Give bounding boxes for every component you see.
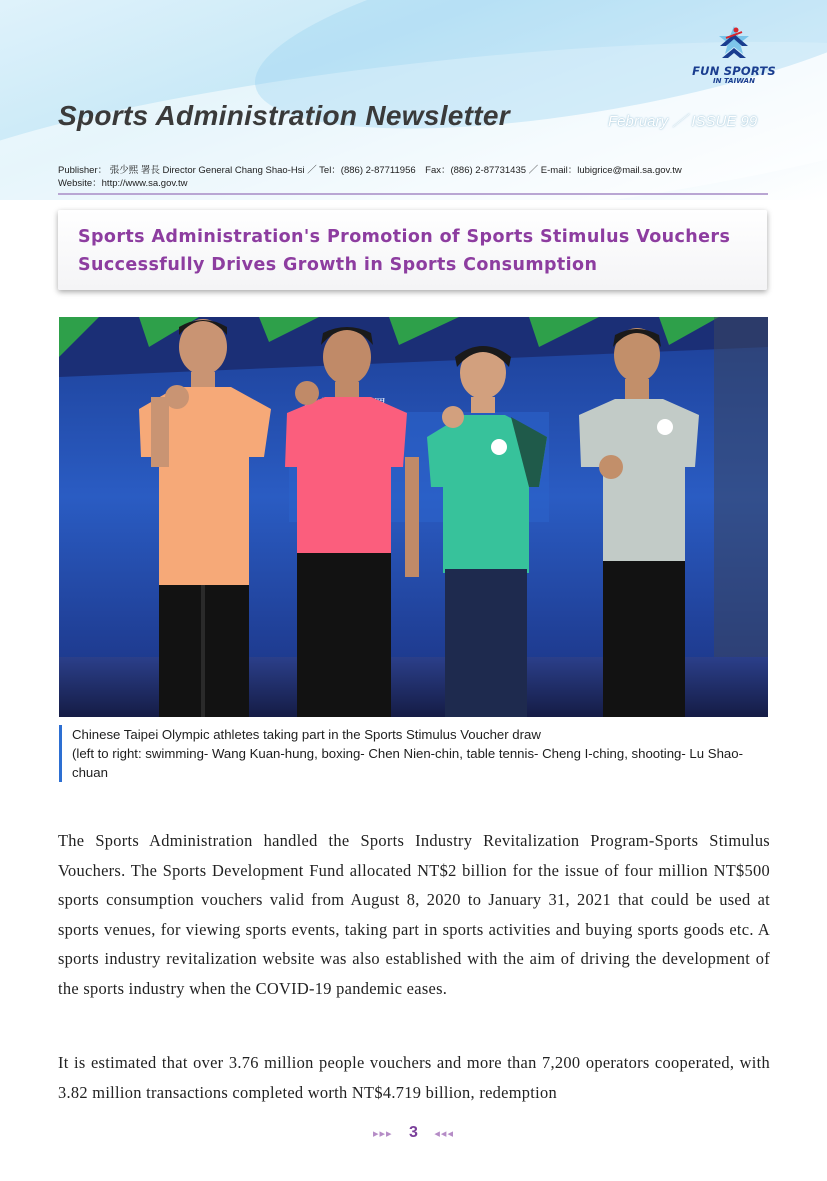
- logo-text: FUN SPORTS: [692, 64, 776, 78]
- headline-line-2: Successfully Drives Growth in Sports Consumption: [78, 255, 598, 275]
- page-footer: [0, 1124, 827, 1142]
- website-line[interactable]: Website：http://www.sa.gov.tw: [58, 178, 188, 189]
- left-arrows-icon: ▸▸▸: [373, 1128, 393, 1140]
- caption-line-1: Chinese Taipei Olympic athletes taking part in the Sports Stimulus Voucher draw: [72, 727, 541, 742]
- newsletter-title: Sports Administration Newsletter: [58, 100, 510, 131]
- athletes-photo: [59, 317, 768, 717]
- issue-label: February ／ ISSUE 99: [608, 113, 758, 130]
- caption-line-2: (left to right: swimming- Wang Kuan-hung, boxing- Chen Nien-chin, table tennis- Cheng I-ching, shooting- Lu Shao-chuan: [72, 746, 743, 780]
- right-arrows-icon: ◂◂◂: [434, 1128, 454, 1140]
- headline-line-1: Sports Administration's Promotion of Sports Stimulus Vouchers: [78, 227, 731, 247]
- header-divider: [58, 193, 768, 195]
- publisher-info: [58, 164, 773, 190]
- athletes-illustration: [59, 317, 768, 717]
- body-paragraph-1: The Sports Administration handled the Sports Industry Revitalization Program-Sports Stimulus Vouchers. The Sports Development Fund allocated NT$2 billion for the issue of four million NT$500 sports consumption vouchers valid from August 8, 2020 to January 31, 2021 that could be used at sports venues, for viewing sports events, taking part in sports activities and buying sports goods etc. A sports industry revitalization website was also established with the aim of driving the development of the sports industry when the COVID-19 pandemic eases.: [58, 831, 770, 998]
- publisher-line: Publisher： 張少熙 署長 Director General Chang Shao-Hsi ／ Tel：(886) 2-87711956 Fax：(886) 2-87731435 ／ E-mail：lubigrice@mail.sa.gov.tw: [58, 165, 682, 176]
- photo-caption: [59, 725, 768, 782]
- runner-star-icon: [712, 24, 756, 64]
- fun-sports-logo: [686, 24, 782, 94]
- logo-subtext: IN TAIWAN: [713, 77, 755, 85]
- body-paragraph-2: It is estimated that over 3.76 million people vouchers and more than 7,200 operators cooperated, with 3.82 million transactions completed worth NT$4.719 billion, redemption: [58, 1053, 770, 1102]
- headline-box: [58, 210, 767, 290]
- page-number: 3: [409, 1124, 418, 1141]
